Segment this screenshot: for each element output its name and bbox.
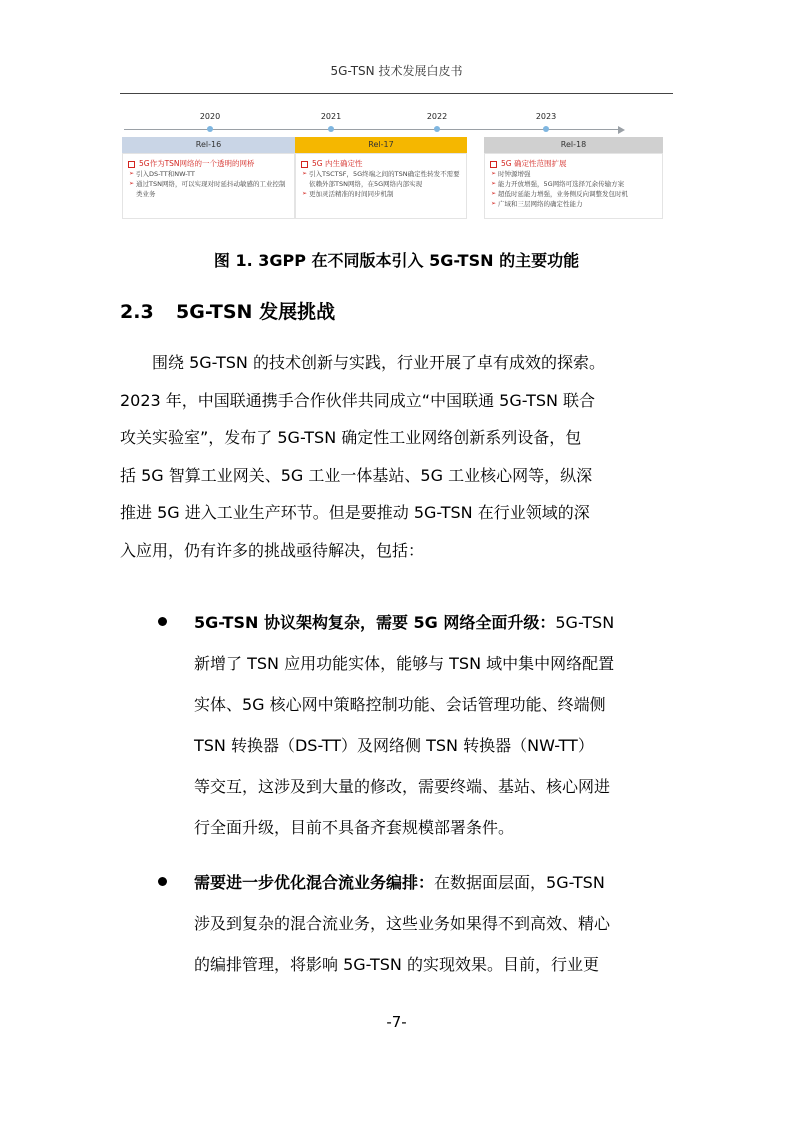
release-header-rel18: Rel-18 [484,137,663,153]
bullet-lead: 需要进一步优化混合流业务编排： [194,873,435,892]
release-bullet: ➢ 引入DS-TT和NW-TT [129,170,195,178]
bullet-line: 的编排管理，将影响 5G-TSN 的实现效果。目前，行业更 [194,955,599,974]
bullet-item [194,862,674,985]
bullet-line: 5G-TSN [555,613,615,632]
bullet-line: 涉及到复杂的混合流业务，这些业务如果得不到高效、精心 [194,914,611,933]
release-bullet: ➢ 时钟源增强 [491,170,531,178]
body-paragraph [120,344,675,570]
paragraph-line: 2023 年，中国联通携手合作伙伴共同成立“中国联通 5G-TSN 联合 [120,390,596,410]
release-timeline-figure [120,112,673,222]
paragraph-line: 括 5G 智算工业网关、5G 工业一体基站、5G 工业核心网等，纵深 [120,465,593,485]
year-label: 2023 [535,112,557,121]
arrow-bullet-icon: ➢ [302,190,308,197]
release-box-rel18 [484,153,663,219]
square-bullet-icon [128,161,135,168]
arrow-bullet-icon: ➢ [129,170,135,177]
paragraph-line: 入应用，仍有许多的挑战亟待解决，包括： [120,540,425,560]
arrow-bullet-icon: ➢ [491,200,497,207]
bullet-line: 实体、5G 核心网中策略控制功能、会话管理功能、终端侧 [194,695,606,714]
release-bullet: ➢ 能力开放增强，5G网络可选择冗余传输方案 [491,180,625,188]
square-bullet-icon [301,161,308,168]
arrow-bullet-icon: ➢ [302,170,308,177]
bullet-line: 新增了 TSN 应用功能实体，能够与 TSN 域中集中网络配置 [194,654,615,673]
release-title: 5G 内生确定性 [301,158,461,169]
release-bullet: ➢ 超低时延能力增强，业务侧反向调整发包时机 [491,190,628,198]
header-rule [120,93,673,94]
release-title: 5G 确定性范围扩展 [490,158,657,169]
timeline-marker [328,126,334,132]
release-box-rel16 [122,153,295,219]
paragraph-line: 攻关实验室”，发布了 5G-TSN 确定性工业网络创新系列设备，包 [120,428,582,448]
bullet-lead: 5G-TSN 协议架构复杂，需要 5G 网络全面升级： [194,613,556,632]
year-label: 2021 [320,112,342,121]
bullet-item [194,602,674,848]
year-label: 2022 [426,112,448,121]
arrow-bullet-icon: ➢ [129,180,135,187]
page-number: -7- [386,1013,407,1031]
square-bullet-icon [490,161,497,168]
bullet-line: 在数据面层面，5G-TSN [434,873,605,892]
release-box-rel17 [295,153,467,219]
timeline-marker [207,126,213,132]
paragraph-line: 推进 5G 进入工业生产环节。但是要推动 5G-TSN 在行业领域的深 [120,503,590,523]
bullet-line: 等交互，这涉及到大量的修改，需要终端、基站、核心网进 [194,777,611,796]
section-heading [120,297,335,324]
bullet-dot-icon [158,877,167,886]
section-title: 5G-TSN 发展挑战 [176,301,336,323]
release-bullet: ➢ 更加灵活精准的时间同步机制 [302,190,394,198]
release-bullet: ➢ 通过TSN网络，可以实现对时延抖动敏感的工业控制类业务 [129,180,286,198]
release-bullet: ➢ 引入TSCTSF，5G终端之间的TSN确定性转发不需要依赖外部TSN网络，在5G网络内部实现 [302,170,460,188]
arrow-bullet-icon: ➢ [491,190,497,197]
running-header: 5G-TSN 技术发展白皮书 [330,64,463,78]
bullet-dot-icon [158,617,167,626]
arrow-bullet-icon: ➢ [491,170,497,177]
timeline-arrow-icon [618,126,625,134]
release-bullet: ➢ 广域和三层网络的确定性能力 [491,200,583,208]
release-header-rel17: Rel-17 [295,137,467,153]
release-header-rel16: Rel-16 [122,137,295,153]
bullet-line: TSN 转换器（DS-TT）及网络侧 TSN 转换器（NW-TT） [194,736,594,755]
timeline-marker [434,126,440,132]
arrow-bullet-icon: ➢ [491,180,497,187]
bullet-line: 行全面升级，目前不具备齐套规模部署条件。 [194,818,515,837]
figure-caption: 图 1. 3GPP 在不同版本引入 5G-TSN 的主要功能 [213,251,580,270]
release-title: 5G作为TSN网络的一个透明的网桥 [128,158,289,169]
year-label: 2020 [199,112,221,121]
timeline-marker [543,126,549,132]
paragraph-line: 围绕 5G-TSN 的技术创新与实践，行业开展了卓有成效的探索。 [120,353,605,372]
section-number: 2.3 [120,301,154,323]
